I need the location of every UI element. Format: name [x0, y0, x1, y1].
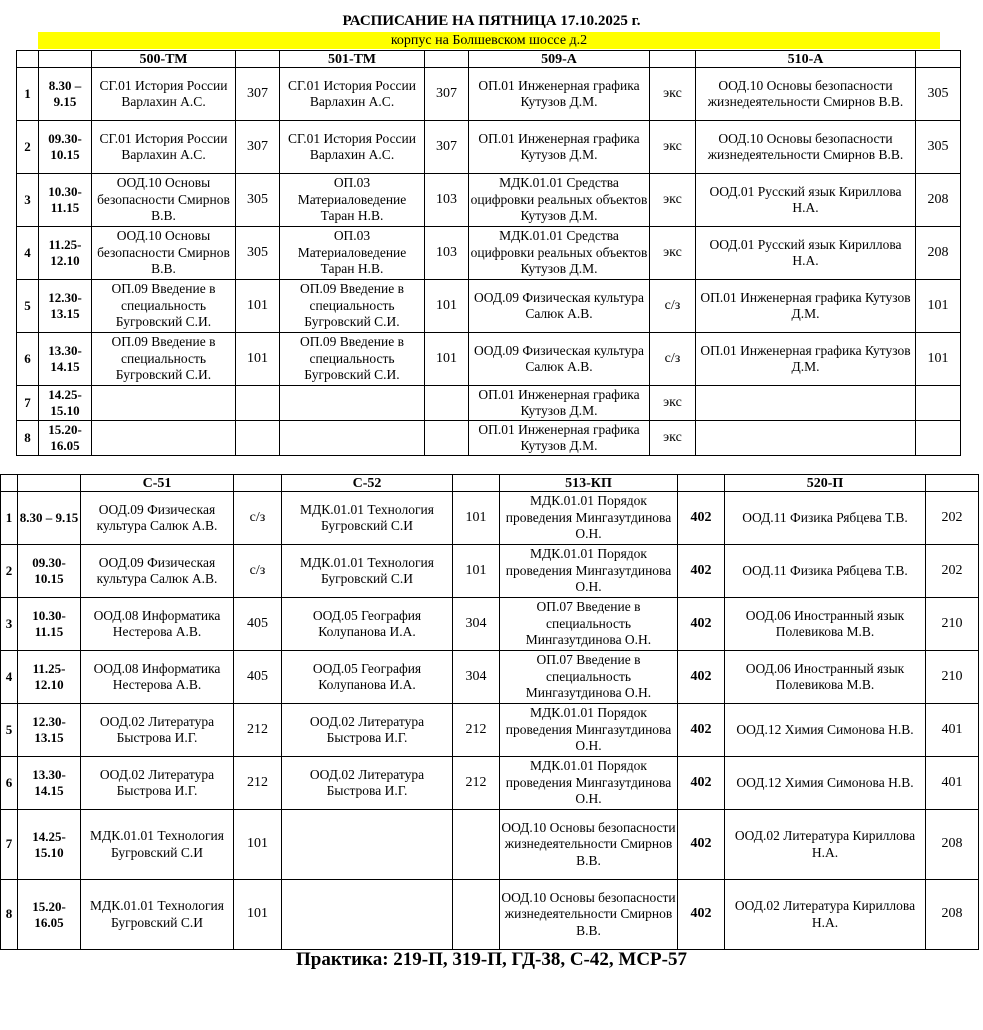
lesson-row	[17, 174, 961, 227]
lesson-row	[1, 757, 979, 810]
subject-cell: ООД.01 Русский язык Кириллова Н.А.	[696, 174, 916, 227]
room-cell: экс	[650, 68, 696, 121]
subject-cell: ОП.09 Введение в специальность Бугровский С.И.	[92, 333, 236, 386]
subject-cell: ОП.01 Инженерная графика Кутузов Д.М.	[469, 121, 650, 174]
room-cell: 402	[678, 545, 725, 598]
subject-cell	[282, 810, 453, 880]
subject-cell: ОП.01 Инженерная графика Кутузов Д.М.	[469, 421, 650, 456]
room-cell: 307	[236, 121, 280, 174]
lesson-number: 6	[17, 333, 39, 386]
subject-cell: МДК.01.01 Порядок проведения Мингазутдинова О.Н.	[500, 704, 678, 757]
subject-cell: МДК.01.01 Порядок проведения Мингазутдинова О.Н.	[500, 757, 678, 810]
subject-cell: ОП.09 Введение в специальность Бугровский С.И.	[280, 280, 425, 333]
room-cell: 101	[425, 333, 469, 386]
room-cell	[425, 386, 469, 421]
room-cell: 101	[234, 880, 282, 950]
lesson-row	[1, 651, 979, 704]
lesson-number: 3	[1, 598, 18, 651]
subject-cell: ООД.12 Химия Симонова Н.В.	[725, 704, 926, 757]
header-room-cell	[425, 51, 469, 68]
room-cell: 307	[425, 121, 469, 174]
lesson-number: 2	[17, 121, 39, 174]
room-cell: 402	[678, 704, 725, 757]
subject-cell	[282, 880, 453, 950]
subject-cell: ОП.03 Материаловедение Таран Н.В.	[280, 227, 425, 280]
header-room-cell	[234, 475, 282, 492]
room-cell: 405	[234, 598, 282, 651]
group-header: С-52	[282, 475, 453, 492]
room-cell: 101	[453, 492, 500, 545]
subject-cell: ООД.02 Литература Быстрова И.Г.	[81, 757, 234, 810]
lesson-time: 14.25-15.10	[18, 810, 81, 880]
room-cell: 103	[425, 174, 469, 227]
room-cell: 208	[916, 227, 961, 280]
room-cell: 402	[678, 880, 725, 950]
subject-cell	[280, 386, 425, 421]
room-cell: 212	[234, 704, 282, 757]
room-cell: 101	[916, 333, 961, 386]
subject-cell: СГ.01 История России Варлахин А.С.	[92, 68, 236, 121]
group-header: 510-А	[696, 51, 916, 68]
lesson-time: 15.20-16.05	[18, 880, 81, 950]
header-room-cell	[916, 51, 961, 68]
subject-cell: ООД.02 Литература Быстрова И.Г.	[282, 757, 453, 810]
room-cell: 103	[425, 227, 469, 280]
lesson-number: 7	[1, 810, 18, 880]
subject-cell: ООД.02 Литература Быстрова И.Г.	[81, 704, 234, 757]
lesson-row	[17, 386, 961, 421]
subject-cell: МДК.01.01 Технология Бугровский С.И	[81, 880, 234, 950]
subject-cell: ООД.09 Физическая культура Салюк А.В.	[469, 280, 650, 333]
lesson-row	[17, 121, 961, 174]
group-header: 500-ТМ	[92, 51, 236, 68]
room-cell: 101	[236, 280, 280, 333]
lesson-number: 8	[17, 421, 39, 456]
room-cell: экс	[650, 227, 696, 280]
lesson-row	[1, 704, 979, 757]
building-subtitle: корпус на Болшевском шоссе д.2	[38, 32, 940, 49]
subject-cell: СГ.01 История России Варлахин А.С.	[280, 68, 425, 121]
lesson-row	[1, 810, 979, 880]
group-header: 501-ТМ	[280, 51, 425, 68]
subject-cell: ООД.01 Русский язык Кириллова Н.А.	[696, 227, 916, 280]
subject-cell: ОП.01 Инженерная графика Кутузов Д.М.	[696, 333, 916, 386]
subject-cell: МДК.01.01 Технология Бугровский С.И	[282, 492, 453, 545]
lesson-time: 10.30-11.15	[39, 174, 92, 227]
room-cell: 101	[425, 280, 469, 333]
subject-cell: МДК.01.01 Средства оцифровки реальных объектов Кутузов Д.М.	[469, 227, 650, 280]
subject-cell: ООД.09 Физическая культура Салюк А.В.	[81, 545, 234, 598]
room-cell	[453, 880, 500, 950]
lesson-row	[1, 545, 979, 598]
group-header: 513-КП	[500, 475, 678, 492]
group-header: 509-А	[469, 51, 650, 68]
subject-cell	[92, 421, 236, 456]
lesson-number: 2	[1, 545, 18, 598]
room-cell: с/з	[234, 545, 282, 598]
subject-cell: ООД.10 Основы безопасности Смирнов В.В.	[92, 174, 236, 227]
header-room-cell	[236, 51, 280, 68]
room-cell: 304	[453, 651, 500, 704]
room-cell: 208	[926, 810, 979, 880]
group-header-row	[1, 475, 979, 492]
subject-cell: ООД.10 Основы безопасности жизнедеятельности Смирнов В.В.	[696, 121, 916, 174]
room-cell: с/з	[650, 333, 696, 386]
subject-cell: ООД.11 Физика Рябцева Т.В.	[725, 492, 926, 545]
room-cell: 101	[916, 280, 961, 333]
schedule-table-1	[16, 50, 961, 456]
room-cell	[916, 421, 961, 456]
lesson-row	[1, 598, 979, 651]
schedule-table-2	[0, 474, 979, 950]
room-cell: 305	[236, 174, 280, 227]
lesson-time: 8.30 – 9.15	[39, 68, 92, 121]
header-room-cell	[678, 475, 725, 492]
subject-cell: ООД.09 Физическая культура Салюк А.В.	[81, 492, 234, 545]
room-cell: 305	[236, 227, 280, 280]
subject-cell: ООД.12 Химия Симонова Н.В.	[725, 757, 926, 810]
lesson-time: 12.30-13.15	[18, 704, 81, 757]
header-empty-cell	[39, 51, 92, 68]
lesson-time: 8.30 – 9.15	[18, 492, 81, 545]
header-room-cell	[453, 475, 500, 492]
room-cell: 212	[453, 704, 500, 757]
room-cell: 304	[453, 598, 500, 651]
lesson-number: 4	[17, 227, 39, 280]
room-cell: 401	[926, 757, 979, 810]
subject-cell: ОП.03 Материаловедение Таран Н.В.	[280, 174, 425, 227]
page-title: РАСПИСАНИЕ НА ПЯТНИЦА 17.10.2025 г.	[342, 13, 641, 29]
room-cell: 210	[926, 598, 979, 651]
room-cell: 202	[926, 545, 979, 598]
header-empty-cell	[1, 475, 18, 492]
lesson-number: 8	[1, 880, 18, 950]
room-cell: 402	[678, 810, 725, 880]
subject-cell	[280, 421, 425, 456]
lesson-time: 09.30-10.15	[18, 545, 81, 598]
subject-cell: ООД.05 География Колупанова И.А.	[282, 651, 453, 704]
room-cell: 210	[926, 651, 979, 704]
room-cell: 402	[678, 598, 725, 651]
room-cell: 402	[678, 651, 725, 704]
room-cell: 101	[453, 545, 500, 598]
lesson-time: 14.25-15.10	[39, 386, 92, 421]
room-cell: 402	[678, 757, 725, 810]
header-empty-cell	[18, 475, 81, 492]
room-cell: 212	[453, 757, 500, 810]
subject-cell: ООД.10 Основы безопасности жизнедеятельности Смирнов В.В.	[696, 68, 916, 121]
group-header: С-51	[81, 475, 234, 492]
header-room-cell	[650, 51, 696, 68]
room-cell: 307	[425, 68, 469, 121]
lesson-row	[17, 333, 961, 386]
subject-cell: ООД.05 География Колупанова И.А.	[282, 598, 453, 651]
subject-cell: ОП.07 Введение в специальность Мингазутдинова О.Н.	[500, 598, 678, 651]
subject-cell: ООД.02 Литература Быстрова И.Г.	[282, 704, 453, 757]
lesson-number: 4	[1, 651, 18, 704]
subject-cell: ООД.11 Физика Рябцева Т.В.	[725, 545, 926, 598]
room-cell: 202	[926, 492, 979, 545]
subject-cell: ООД.10 Основы безопасности жизнедеятельности Смирнов В.В.	[500, 810, 678, 880]
group-header-row	[17, 51, 961, 68]
lesson-number: 1	[17, 68, 39, 121]
subject-cell: МДК.01.01 Технология Бугровский С.И	[81, 810, 234, 880]
room-cell: экс	[650, 121, 696, 174]
subject-cell: ООД.10 Основы безопасности жизнедеятельности Смирнов В.В.	[500, 880, 678, 950]
lesson-time: 11.25-12.10	[18, 651, 81, 704]
room-cell	[916, 386, 961, 421]
room-cell	[453, 810, 500, 880]
lesson-row	[17, 421, 961, 456]
subject-cell: СГ.01 История России Варлахин А.С.	[92, 121, 236, 174]
room-cell: 212	[234, 757, 282, 810]
room-cell: экс	[650, 386, 696, 421]
room-cell: с/з	[650, 280, 696, 333]
subject-cell: ООД.08 Информатика Нестерова А.В.	[81, 651, 234, 704]
header-empty-cell	[17, 51, 39, 68]
subject-cell: ОП.01 Инженерная графика Кутузов Д.М.	[469, 386, 650, 421]
lesson-number: 1	[1, 492, 18, 545]
room-cell: экс	[650, 421, 696, 456]
lesson-time: 09.30-10.15	[39, 121, 92, 174]
room-cell	[425, 421, 469, 456]
subject-cell: ООД.09 Физическая культура Салюк А.В.	[469, 333, 650, 386]
subject-cell: СГ.01 История России Варлахин А.С.	[280, 121, 425, 174]
room-cell: 405	[234, 651, 282, 704]
room-cell: 208	[926, 880, 979, 950]
lesson-time: 15.20-16.05	[39, 421, 92, 456]
lesson-number: 5	[1, 704, 18, 757]
subject-cell: МДК.01.01 Средства оцифровки реальных объектов Кутузов Д.М.	[469, 174, 650, 227]
subject-cell: ОП.01 Инженерная графика Кутузов Д.М.	[469, 68, 650, 121]
room-cell: 101	[234, 810, 282, 880]
lesson-row	[1, 492, 979, 545]
subject-cell: МДК.01.01 Порядок проведения Мингазутдинова О.Н.	[500, 545, 678, 598]
subject-cell: ОП.09 Введение в специальность Бугровский С.И.	[92, 280, 236, 333]
subject-cell: МДК.01.01 Порядок проведения Мингазутдинова О.Н.	[500, 492, 678, 545]
subject-cell: ОП.01 Инженерная графика Кутузов Д.М.	[696, 280, 916, 333]
subject-cell: ОП.07 Введение в специальность Мингазутдинова О.Н.	[500, 651, 678, 704]
group-header: 520-П	[725, 475, 926, 492]
lesson-row	[17, 227, 961, 280]
room-cell: 305	[916, 121, 961, 174]
subject-cell: ООД.06 Иностранный язык Полевикова М.В.	[725, 651, 926, 704]
subject-cell: ООД.06 Иностранный язык Полевикова М.В.	[725, 598, 926, 651]
room-cell: 402	[678, 492, 725, 545]
room-cell: 208	[916, 174, 961, 227]
lesson-time: 13.30-14.15	[18, 757, 81, 810]
room-cell: 401	[926, 704, 979, 757]
subject-cell: ОП.09 Введение в специальность Бугровский С.И.	[280, 333, 425, 386]
subject-cell: ООД.02 Литература Кириллова Н.А.	[725, 810, 926, 880]
subject-cell	[92, 386, 236, 421]
lesson-number: 6	[1, 757, 18, 810]
lesson-time: 10.30-11.15	[18, 598, 81, 651]
subject-cell: ООД.10 Основы безопасности Смирнов В.В.	[92, 227, 236, 280]
subject-cell: ООД.08 Информатика Нестерова А.В.	[81, 598, 234, 651]
lesson-time: 11.25-12.10	[39, 227, 92, 280]
lesson-time: 12.30-13.15	[39, 280, 92, 333]
lesson-row	[17, 280, 961, 333]
subject-cell: ООД.02 Литература Кириллова Н.А.	[725, 880, 926, 950]
lesson-number: 3	[17, 174, 39, 227]
room-cell	[236, 386, 280, 421]
room-cell: экс	[650, 174, 696, 227]
room-cell: с/з	[234, 492, 282, 545]
lesson-number: 5	[17, 280, 39, 333]
lesson-row	[1, 880, 979, 950]
subject-cell: МДК.01.01 Технология Бугровский С.И	[282, 545, 453, 598]
room-cell: 307	[236, 68, 280, 121]
subject-cell	[696, 386, 916, 421]
lesson-number: 7	[17, 386, 39, 421]
lesson-row	[17, 68, 961, 121]
practice-footer: Практика: 219-П, 319-П, ГД-38, С-42, МСР-57	[296, 949, 687, 970]
subject-cell	[696, 421, 916, 456]
room-cell	[236, 421, 280, 456]
room-cell: 101	[236, 333, 280, 386]
lesson-time: 13.30-14.15	[39, 333, 92, 386]
room-cell: 305	[916, 68, 961, 121]
header-room-cell	[926, 475, 979, 492]
